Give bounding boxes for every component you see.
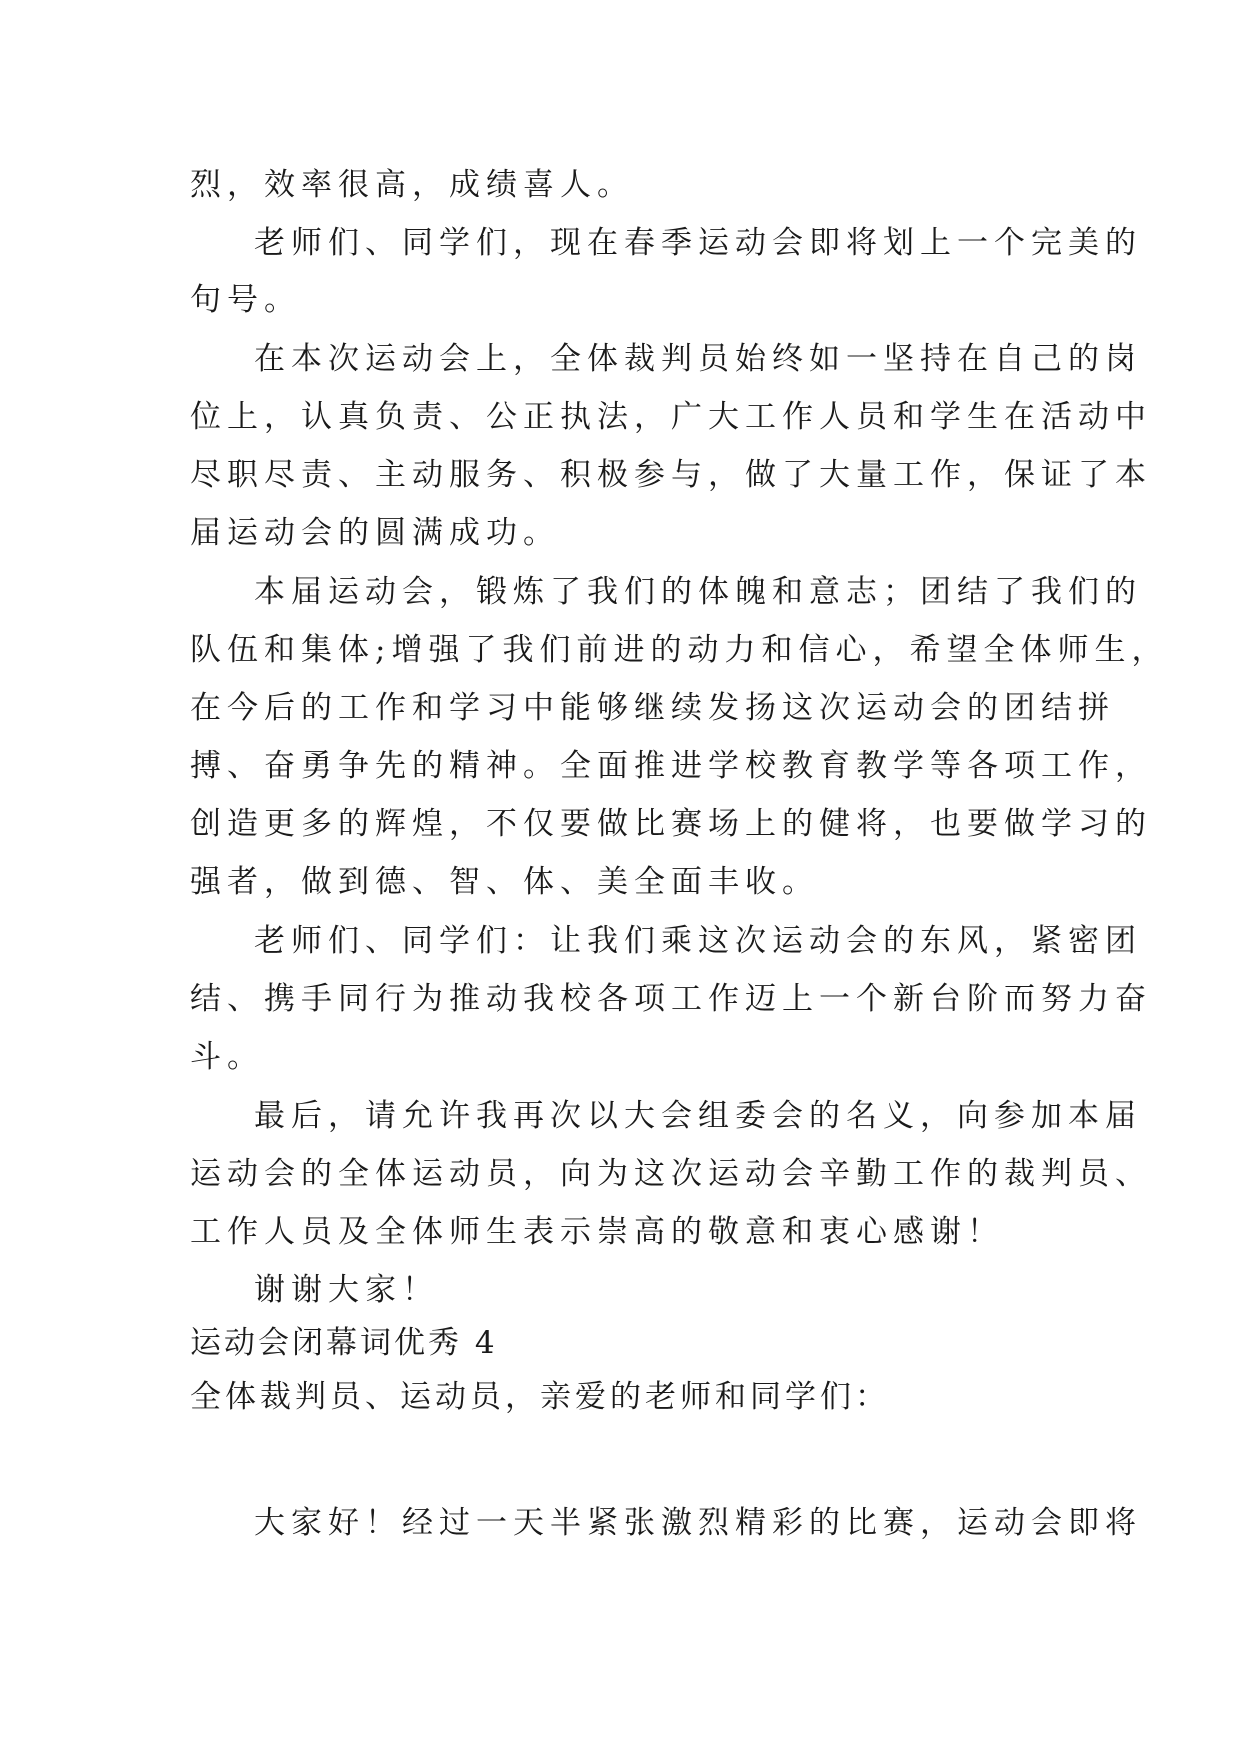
text-line: 谢谢大家！	[254, 1272, 439, 1308]
text-line: 老师们、同学们，现在春季运动会即将划上一个完美的	[254, 225, 1142, 261]
text-line: 在今后的工作和学习中能够继续发扬这次运动会的团结拼	[190, 690, 1115, 726]
section-heading: 运动会闭幕词优秀 4	[190, 1325, 498, 1361]
text-line: 工作人员及全体师生表示崇高的敬意和衷心感谢！	[190, 1214, 1004, 1250]
text-line: 结、携手同行为推动我校各项工作迈上一个新台阶而努力奋	[190, 981, 1152, 1017]
text-line: 斗。	[190, 1039, 264, 1075]
text-line: 尽职尽责、主动服务、积极参与，做了大量工作，保证了本	[190, 457, 1152, 493]
text-line: 强者，做到德、智、体、美全面丰收。	[190, 864, 819, 900]
text-line: 本届运动会，锻炼了我们的体魄和意志；团结了我们的	[254, 574, 1142, 610]
text-line: 大家好！经过一天半紧张激烈精彩的比赛，运动会即将	[254, 1505, 1142, 1541]
text-line: 搏、奋勇争先的精神。全面推进学校教育教学等各项工作，	[190, 748, 1152, 784]
text-line: 届运动会的圆满成功。	[190, 515, 560, 551]
salutation-line: 全体裁判员、运动员，亲爱的老师和同学们：	[190, 1379, 890, 1415]
text-line: 老师们、同学们：让我们乘这次运动会的东风，紧密团	[254, 923, 1142, 959]
text-line: 位上，认真负责、公正执法，广大工作人员和学生在活动中	[190, 399, 1152, 435]
text-line: 队伍和集体;增强了我们前进的动力和信心，希望全体师生，	[190, 632, 1169, 668]
text-line: 在本次运动会上，全体裁判员始终如一坚持在自己的岗	[254, 341, 1142, 377]
text-line: 句号。	[190, 282, 301, 318]
text-line: 运动会的全体运动员，向为这次运动会辛勤工作的裁判员、	[190, 1156, 1152, 1192]
text-line: 最后，请允许我再次以大会组委会的名义，向参加本届	[254, 1098, 1142, 1134]
text-line: 创造更多的辉煌，不仅要做比赛场上的健将，也要做学习的	[190, 806, 1152, 842]
text-line: 烈，效率很高，成绩喜人。	[190, 167, 634, 203]
